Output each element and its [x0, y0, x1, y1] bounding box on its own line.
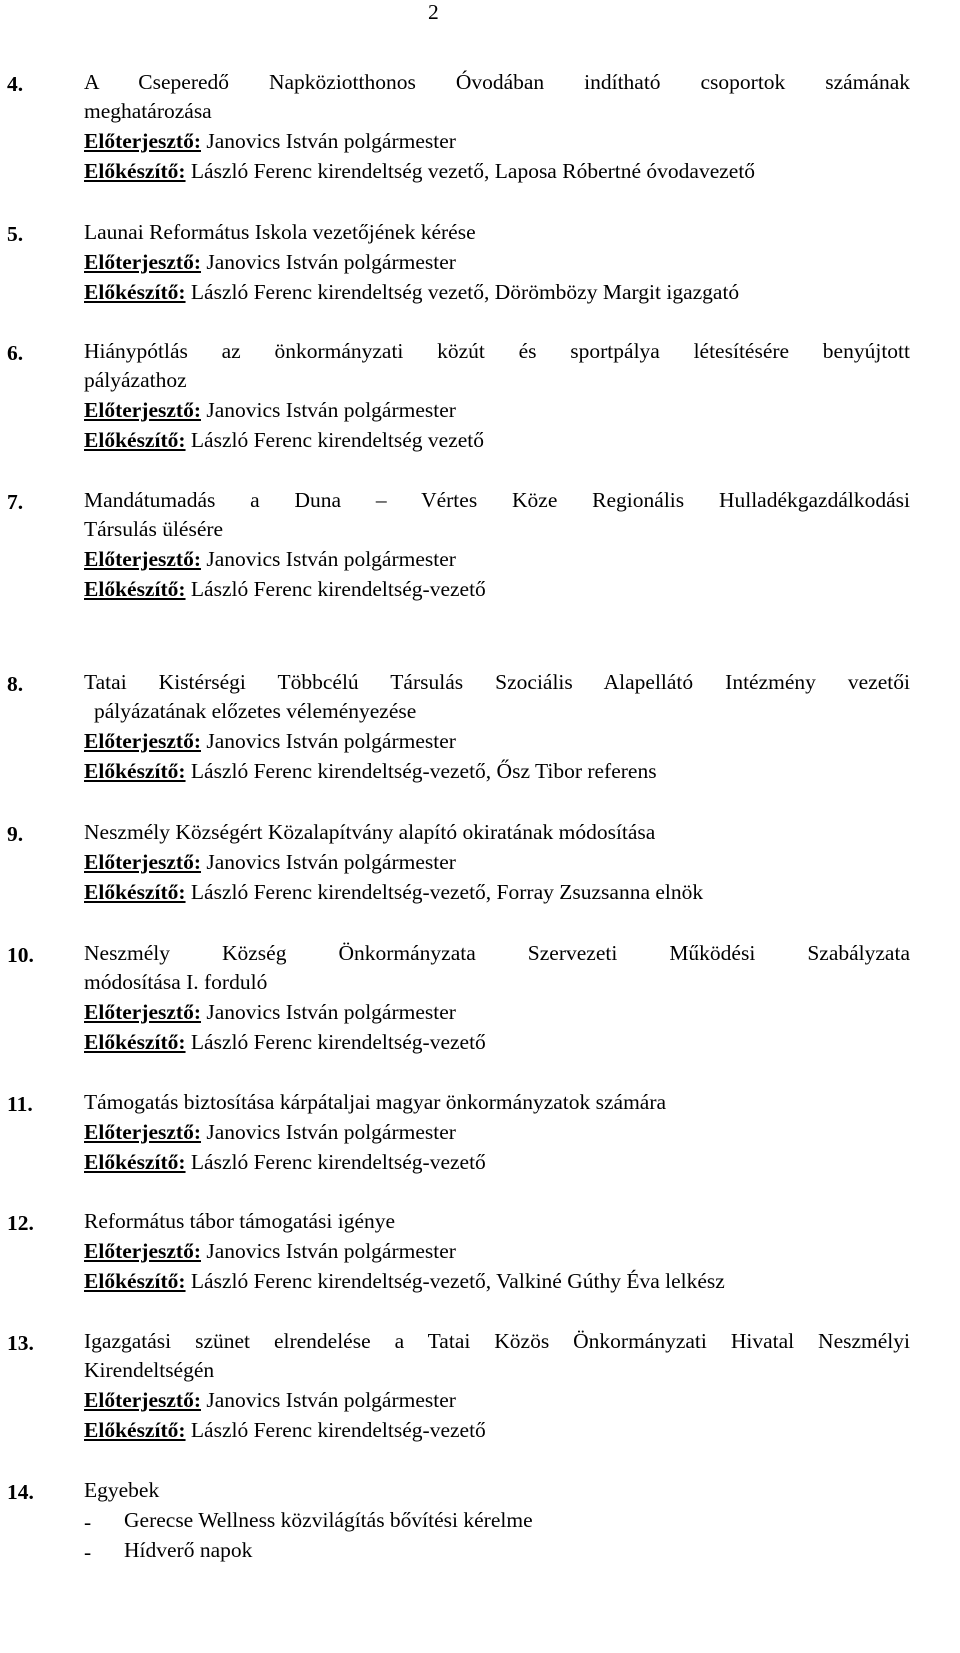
- elokeszito-line: [84, 1152, 486, 1174]
- eloterjeszto-line: [84, 1390, 456, 1412]
- elokeszito-value: László Ferenc kirendeltség-vezető: [190, 1150, 486, 1174]
- elokeszito-label: Előkészítő:: [84, 577, 186, 601]
- elokeszito-value: László Ferenc kirendeltség vezető, Laposa Róbertné óvodavezető: [190, 159, 756, 183]
- eloterjeszto-label: Előterjesztő:: [84, 1388, 201, 1412]
- item-title-line-2: Társulás ülésére: [84, 517, 224, 541]
- elokeszito-value: László Ferenc kirendeltség vezető, Dörömbözy Margit igazgató: [190, 280, 740, 304]
- item-number: 13.: [7, 1331, 34, 1355]
- page-number: 2: [428, 0, 439, 24]
- item-number: 7.: [7, 490, 24, 514]
- eloterjeszto-line: [84, 131, 456, 153]
- item-title-line-2: módosítása I. forduló: [84, 970, 268, 994]
- eloterjeszto-value: Janovics István polgármester: [206, 729, 456, 753]
- eloterjeszto-label: Előterjesztő:: [84, 850, 201, 874]
- eloterjeszto-value: Janovics István polgármester: [206, 1239, 456, 1263]
- elokeszito-label: Előkészítő:: [84, 280, 186, 304]
- eloterjeszto-value: Janovics István polgármester: [206, 547, 456, 571]
- eloterjeszto-label: Előterjesztő:: [84, 729, 201, 753]
- eloterjeszto-line: [84, 1241, 456, 1263]
- item-number: 5.: [7, 222, 24, 246]
- eloterjeszto-label: Előterjesztő:: [84, 129, 201, 153]
- elokeszito-line: [84, 430, 484, 452]
- item-number: 12.: [7, 1211, 34, 1235]
- elokeszito-value: László Ferenc kirendeltség vezető: [190, 428, 485, 452]
- item-title-line-1: Mandátumadás a Duna – Vértes Köze Regionális Hulladékgazdálkodási: [84, 488, 910, 512]
- eloterjeszto-value: Janovics István polgármester: [206, 250, 456, 274]
- item-title-line-1: Neszmély Községért Közalapítvány alapító okiratának módosítása: [84, 820, 656, 844]
- item-number: 9.: [7, 822, 24, 846]
- eloterjeszto-label: Előterjesztő:: [84, 1000, 201, 1024]
- elokeszito-line: [84, 882, 703, 904]
- item-number: 4.: [7, 72, 24, 96]
- eloterjeszto-line: [84, 549, 456, 571]
- eloterjeszto-label: Előterjesztő:: [84, 547, 201, 571]
- item-title-line-1: Launai Református Iskola vezetőjének kérése: [84, 220, 476, 244]
- item-number: 10.: [7, 943, 34, 967]
- elokeszito-line: [84, 1032, 486, 1054]
- elokeszito-line: [84, 161, 755, 183]
- item-number: 8.: [7, 672, 24, 696]
- bullet-text: Gerecse Wellness közvilágítás bővítési kérelme: [124, 1508, 533, 1532]
- dash-marker: -: [84, 1510, 92, 1534]
- elokeszito-label: Előkészítő:: [84, 759, 186, 783]
- eloterjeszto-label: Előterjesztő:: [84, 1120, 201, 1144]
- eloterjeszto-line: [84, 852, 456, 874]
- elokeszito-value: László Ferenc kirendeltség-vezető, Valkiné Gúthy Éva lelkész: [190, 1269, 725, 1293]
- eloterjeszto-line: [84, 1002, 456, 1024]
- elokeszito-label: Előkészítő:: [84, 1030, 186, 1054]
- eloterjeszto-label: Előterjesztő:: [84, 398, 201, 422]
- eloterjeszto-value: Janovics István polgármester: [206, 1000, 456, 1024]
- item-title-line-1: Hiánypótlás az önkormányzati közút és sportpálya létesítésére benyújtott: [84, 339, 910, 363]
- item-title-line-2: meghatározása: [84, 99, 212, 123]
- eloterjeszto-label: Előterjesztő:: [84, 1239, 201, 1263]
- eloterjeszto-line: [84, 252, 456, 274]
- eloterjeszto-value: Janovics István polgármester: [206, 129, 456, 153]
- elokeszito-value: László Ferenc kirendeltség-vezető, Ősz Tibor referens: [190, 759, 657, 783]
- item-title-line-2: pályázathoz: [84, 368, 187, 392]
- eloterjeszto-line: [84, 731, 456, 753]
- item-title-line-1: Neszmély Község Önkormányzata Szervezeti Működési Szabályzata: [84, 941, 910, 965]
- item-number: 6.: [7, 341, 24, 365]
- elokeszito-line: [84, 282, 739, 304]
- elokeszito-value: László Ferenc kirendeltség-vezető, Forray Zsuzsanna elnök: [190, 880, 704, 904]
- elokeszito-label: Előkészítő:: [84, 1418, 186, 1442]
- eloterjeszto-value: Janovics István polgármester: [206, 398, 456, 422]
- eloterjeszto-line: [84, 1122, 456, 1144]
- elokeszito-line: [84, 1420, 486, 1442]
- item-title-line-1: Egyebek: [84, 1478, 160, 1502]
- eloterjeszto-line: [84, 400, 456, 422]
- elokeszito-line: [84, 1271, 725, 1293]
- eloterjeszto-value: Janovics István polgármester: [206, 1388, 456, 1412]
- item-title-line-1: Támogatás biztosítása kárpátaljai magyar önkormányzatok számára: [84, 1090, 667, 1114]
- item-number: 14.: [7, 1480, 34, 1504]
- elokeszito-label: Előkészítő:: [84, 159, 186, 183]
- eloterjeszto-value: Janovics István polgármester: [206, 1120, 456, 1144]
- elokeszito-value: László Ferenc kirendeltség-vezető: [190, 1418, 486, 1442]
- item-title-line-1: A Cseperedő Napköziotthonos Óvodában indítható csoportok számának: [84, 70, 910, 94]
- elokeszito-label: Előkészítő:: [84, 880, 186, 904]
- dash-marker: -: [84, 1540, 92, 1564]
- elokeszito-label: Előkészítő:: [84, 1150, 186, 1174]
- item-title-line-1: Református tábor támogatási igénye: [84, 1209, 396, 1233]
- elokeszito-value: László Ferenc kirendeltség-vezető: [190, 577, 486, 601]
- item-number: 11.: [7, 1092, 33, 1116]
- elokeszito-line: [84, 579, 486, 601]
- elokeszito-label: Előkészítő:: [84, 1269, 186, 1293]
- elokeszito-label: Előkészítő:: [84, 428, 186, 452]
- elokeszito-line: [84, 761, 657, 783]
- item-title-line-1: Igazgatási szünet elrendelése a Tatai Közös Önkormányzati Hivatal Neszmélyi: [84, 1329, 910, 1353]
- eloterjeszto-label: Előterjesztő:: [84, 250, 201, 274]
- elokeszito-value: László Ferenc kirendeltség-vezető: [190, 1030, 486, 1054]
- item-title-line-2: Kirendeltségén: [84, 1358, 215, 1382]
- item-title-line-1: Tatai Kistérségi Többcélú Társulás Szociális Alapellátó Intézmény vezetői: [84, 670, 910, 694]
- bullet-text: Hídverő napok: [124, 1538, 253, 1562]
- item-title-line-2: pályázatának előzetes véleményezése: [94, 699, 417, 723]
- eloterjeszto-value: Janovics István polgármester: [206, 850, 456, 874]
